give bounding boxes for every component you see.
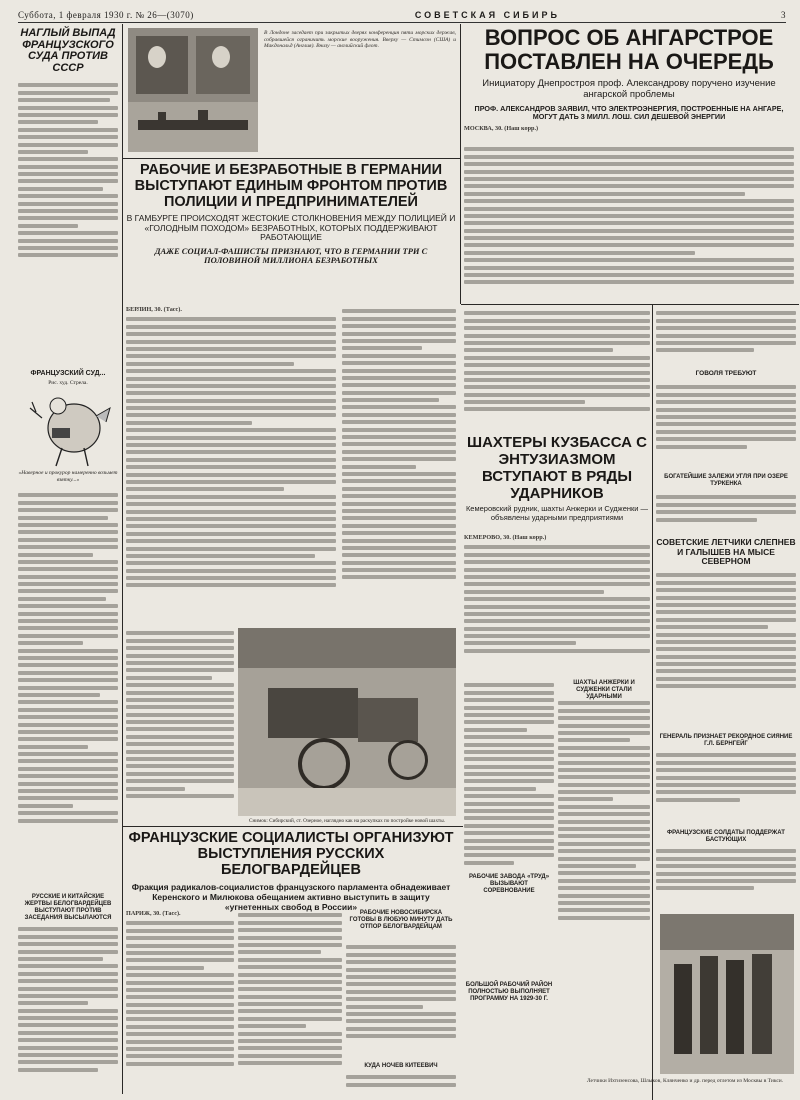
column-rule xyxy=(122,24,123,1094)
kuzbass-head xyxy=(464,434,650,532)
germany-kicker: ДАЖЕ СОЦИАЛ-ФАШИСТЫ ПРИЗНАЮТ, ЧТО В ГЕРМАНИИ ТРИ С ПОЛОВИНОЙ МИЛЛИОНА БЕЗРАБОТНЫХ xyxy=(154,245,428,265)
horse-cart-caption: Снимок: Сибирский, ст. Озерное, наглядно как на раскупках по постройке новой шахты. xyxy=(249,818,445,824)
kuzbass-headline: ШАХТЕРЫ КУЗБАССА С ЭНТУЗИАЗМОМ ВСТУПАЮТ В РЯДЫ УДАРНИКОВ xyxy=(467,434,647,502)
right-item-5: ФРАНЦУЗСКИЕ СОЛДАТЫ ПОДДЕРЖАТ БАСТУЮЩИХ xyxy=(667,830,785,843)
left-headline: НАГЛЫЙ ВЫПАД ФРАНЦУЗСКОГО СУДА ПРОТИВ СССР xyxy=(20,27,116,74)
kuzbass-sub2: РАБОЧИЕ ЗАВОДА «ТРУД» ВЫЗЫВАЮТ СОРЕВНОВАНИЕ xyxy=(464,874,554,895)
germany-article-head xyxy=(126,162,456,302)
germany-article-body-col2 xyxy=(342,306,456,622)
angarstroy-article xyxy=(464,26,794,306)
kuzbass-body xyxy=(464,534,650,674)
page-number: 3 xyxy=(781,10,786,20)
left-column xyxy=(18,28,118,1096)
left-item2-title: РУССКИЕ И КИТАЙСКИЕ ЖЕРТВЫ БЕЛОГВАРДЕЙЦЕВ ВЫСТУПАЮТ ПРОТИВ ЗАСЕДАНИЯ ВЫСЫЛАЮТСЯ xyxy=(24,894,112,921)
cartoon-illustration xyxy=(22,388,114,468)
aviators-caption: Летчики Ихтизенсова, Шлыков, Клянченко и др. перед отлетом из Москвы в Тикси. xyxy=(586,1078,784,1084)
angarstroy-kicker: ПРОФ. АЛЕКСАНДРОВ ЗАЯВИЛ, ЧТО ЭЛЕКТРОЭНЕРГИЯ, ПОСТРОЕННЫЕ НА АНГАРЕ, МОГУТ ДАТЬ 3 МИЛЛ. ЛОШ. СИЛ ДЕШЕВОЙ ЭНЕРГИИ xyxy=(474,104,784,122)
french-subhead: Фракция радикалов-социалистов французского парламента обнадеживает Керенского и Милюкова обещанием активно выступить в защиту «угнетенных свобод в России» xyxy=(131,882,451,912)
angarstroy-headline: ВОПРОС ОБ АНГАРСТРОЕ ПОСТАВЛЕН НА ОЧЕРЕДЬ xyxy=(484,25,774,74)
right-column xyxy=(656,308,796,828)
french-article-head xyxy=(126,830,456,912)
cartoon-caption: «Наверное и прокурор намеренно возьмет взятку...» xyxy=(18,470,118,483)
aviators-photo xyxy=(660,914,794,1074)
kuzbass-sub3: БОЛЬШОЙ РАБОЧИЙ РАЙОН ПОЛНОСТЬЮ ВЫПОЛНЯЕТ ПРОГРАММУ НА 1929-30 Г. xyxy=(465,982,553,1002)
left-article-body xyxy=(18,80,118,270)
angarstroy-subhead: Инициатору Днепростроя проф. Александрову поручено изучение ангарской проблемы xyxy=(482,78,776,100)
angarstroy-dateline: МОСКВА, 30. (Наш корр.) xyxy=(464,124,539,132)
section-rule xyxy=(122,158,460,159)
french-dateline: ПАРИЖ, 30. (Тасс). xyxy=(126,910,181,917)
french-body-3 xyxy=(346,910,456,1094)
kuzbass-subhead: Кемеровский рудник, шахты Анжерки и Судженки — объявлены ударными предприятиями xyxy=(465,504,649,522)
right-item-1: ГОВОЛЯ ТРЕБУЮТ xyxy=(695,370,757,377)
french-headline: ФРАНЦУЗСКИЕ СОЦИАЛИСТЫ ОРГАНИЗУЮТ ВЫСТУПЛЕНИЯ РУССКИХ БЕЛОГВАРДЕЙЦЕВ xyxy=(128,830,454,878)
right-item-3: СОВЕТСКИЕ ЛЕТЧИКИ СЛЕПНЕВ И ГАЛЫШЕВ НА МЫСЕ СЕВЕРНОМ xyxy=(656,537,796,566)
germany-dateline: БЕРЛИН, 30. (Тасс). xyxy=(126,306,182,313)
conference-photo-caption: В Лондоне заседает при закрытых дверях конференция пяти морских держав, собравшейся ограничить морские вооружения. Вверху — Стимсон (США) и Макдональд (Англия). Внизу — английский флот. xyxy=(264,30,456,49)
kuzbass-col-a xyxy=(464,680,554,1094)
french-body-2 xyxy=(238,910,342,1094)
kuzbass-dateline: КЕМЕРОВО, 30. (Наш корр.) xyxy=(464,534,547,541)
masthead: СОВЕТСКАЯ СИБИРЬ xyxy=(414,10,560,20)
conference-photo xyxy=(128,28,258,152)
kuzbass-col-b xyxy=(558,680,650,1094)
germany-headline: РАБОЧИЕ И БЕЗРАБОТНЫЕ В ГЕРМАНИИ ВЫСТУПАЮТ ЕДИНЫМ ФРОНТОМ ПРОТИВ ПОЛИЦИИ И ПРЕДПРИНИМАТЕЛЕЙ xyxy=(134,162,448,210)
column-rule xyxy=(652,305,653,1100)
germany-article-body-3 xyxy=(126,628,234,824)
column-rule xyxy=(460,24,461,304)
french-side-item: РАБОЧИЕ НОВОСИБИРСКА ГОТОВЫ В ЛЮБУЮ МИНУТУ ДАТЬ ОТПОР БЕЛОГВАРДЕЙЦАМ xyxy=(349,910,453,930)
french-body-1 xyxy=(126,910,234,1094)
horse-cart-photo xyxy=(238,628,456,816)
issue-date: Суббота, 1 февраля 1930 г. № 26—(3070) xyxy=(18,10,194,20)
french-side-item-2: КУДА НОЧЕВ КИТЕЕВИЧ xyxy=(364,1063,438,1069)
right-item-4: ГЕНЕРАЛЬ ПРИЗНАЕТ РЕКОРДНОЕ СИЯНИЕ Г.Л. БЕРНГЕЙГ xyxy=(659,734,793,747)
right-column-lower xyxy=(656,830,796,910)
germany-subhead: В ГАМБУРГЕ ПРОИСХОДЯТ ЖЕСТОКИЕ СТОЛКНОВЕНИЯ МЕЖДУ ПОЛИЦИЕЙ И «ГОЛОДНЫМ ПОХОДОМ» БЕЗРАБОТНЫХ, КОТОРЫХ ПОДДЕРЖИВАЮТ РАБОТАЮЩИЕ xyxy=(126,213,456,242)
right-item-2: БОГАТЕЙШИЕ ЗАЛЕЖИ УГЛЯ ПРИ ОЗЕРЕ ТУРКЕНКА xyxy=(664,474,788,487)
page-header xyxy=(18,8,786,23)
section-rule xyxy=(123,826,463,827)
kuzbass-sub1: ШАХТЫ АНЖЕРКИ И СУДЖЕНКИ СТАЛИ УДАРНЫМИ xyxy=(573,680,635,700)
left-article-body-3 xyxy=(18,924,118,1096)
left-article-body-2 xyxy=(18,490,118,868)
cartoon-title: ФРАНЦУЗСКИЙ СУД... xyxy=(30,370,106,377)
germany-article-body xyxy=(126,306,336,622)
angarstroy-body-2 xyxy=(464,306,650,430)
cartoon-credit: Рис. худ. Стрела. xyxy=(48,380,88,386)
